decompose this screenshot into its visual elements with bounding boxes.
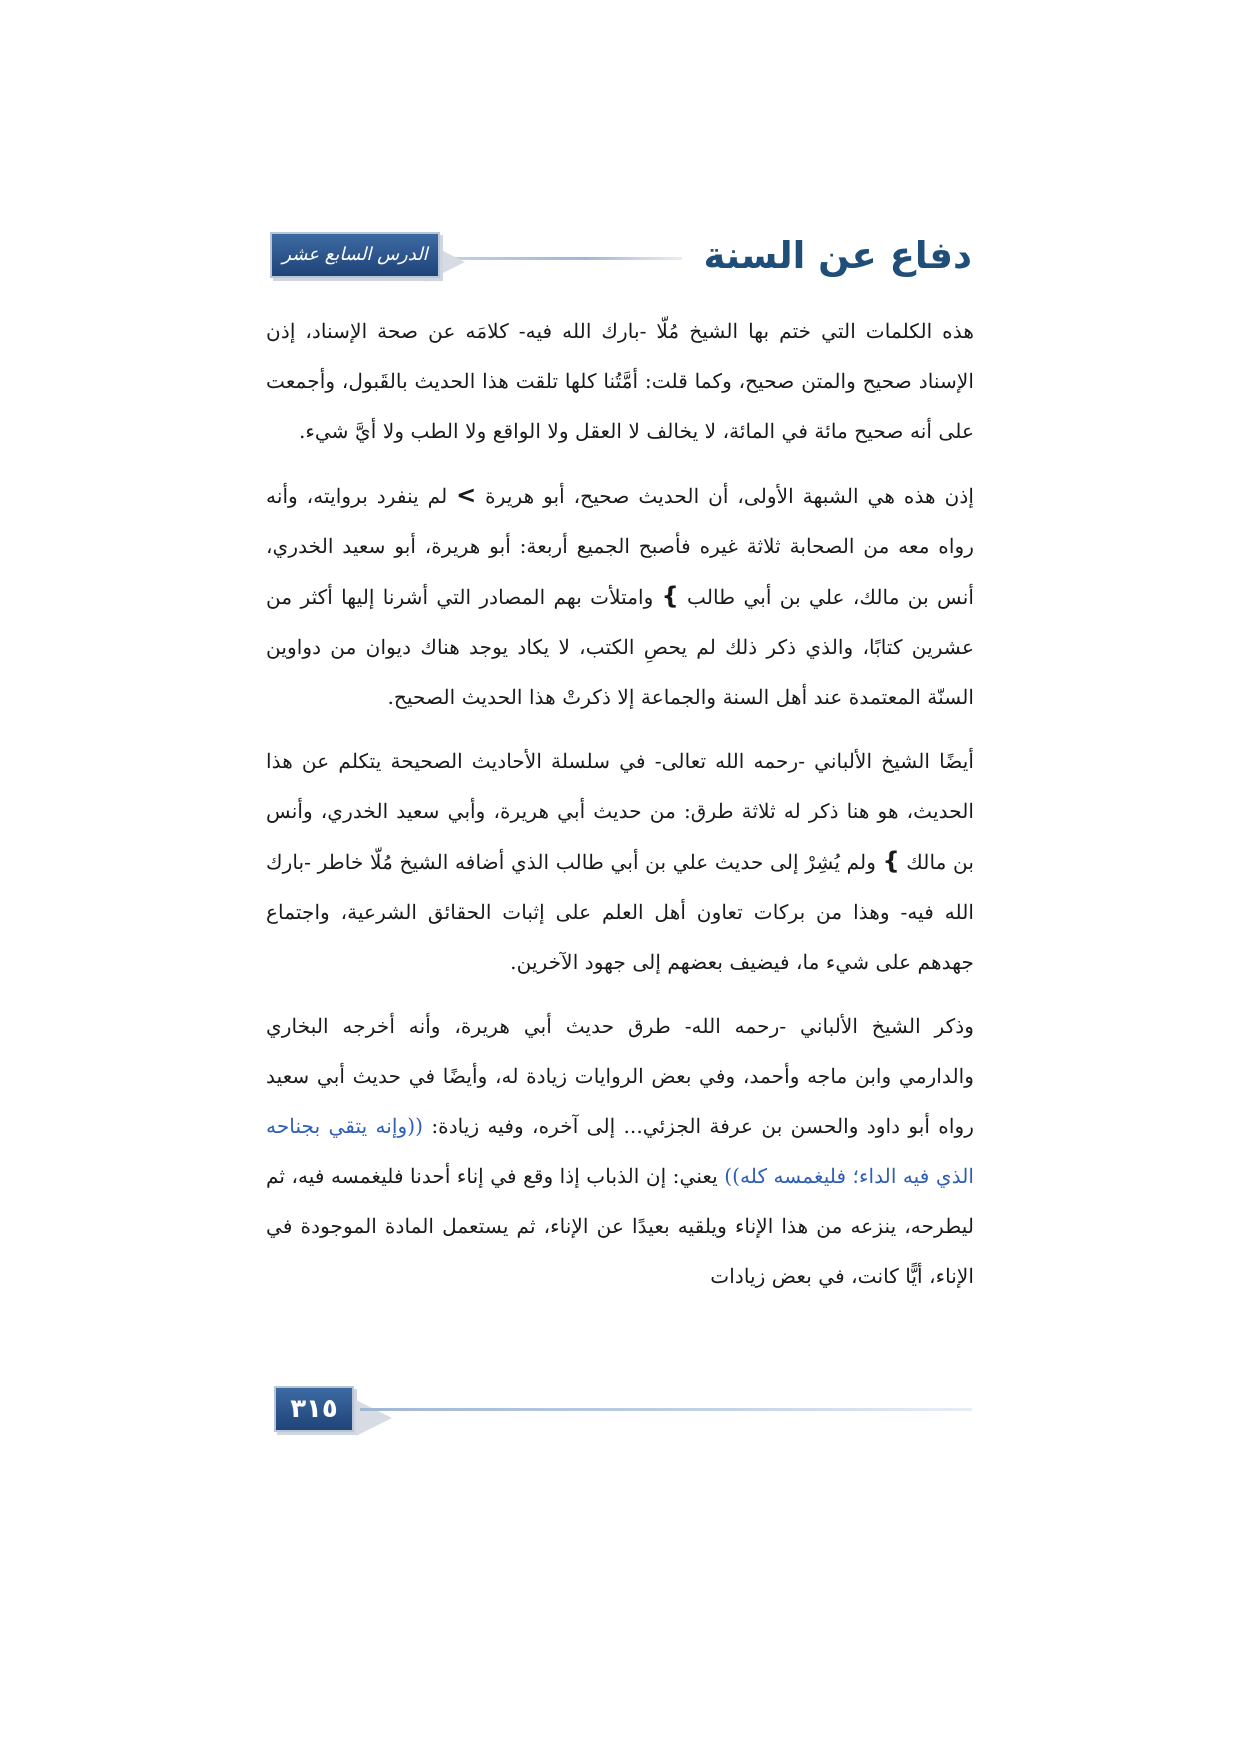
paragraph-2 <box>266 470 974 722</box>
paragraph-text: لم ينفرد بروايته، وأنه رواه معه من الصحابة ثلاثة غيره فأصبح الجميع أربعة: أبو هريرة، أبو سعيد الخدري، أنس بن مالك، علي بن أبي طالب <box>266 484 974 609</box>
book-title: دفاع عن السنة <box>703 234 972 277</box>
paragraph-text: ولم يُشِرْ إلى حديث علي بن أبي طالب الذي أضافه الشيخ مُلّا خاطر -بارك الله فيه- وهذا من بركات تعاون أهل العلم على إثبات الحقائق الشرعية، واجتماع جهدهم على شيء ما، فيضيف بعضهم إلى جهود الآخرين. <box>266 850 974 974</box>
footer-rule <box>360 1408 972 1411</box>
page-number: ٣١٥ <box>290 1394 338 1424</box>
footer-shadow <box>356 1400 392 1436</box>
page-number-box <box>274 1386 354 1432</box>
lesson-label-box <box>270 232 440 278</box>
paragraph-text: وامتلأت بهم المصادر التي أشرنا إليها أكثر من عشرين كتابًا، والذي ذكر ذلك لم يحصِ الكتب، لا يكاد يوجد هناك ديوان من دواوين السنّة المعتمدة عند أهل السنة والجماعة إلا ذكرتْ هذا الحديث الصحيح. <box>266 585 974 709</box>
lesson-label: الدرس السابع عشر <box>282 244 428 265</box>
body-text <box>266 306 974 1315</box>
paragraph-text: إذن هذه هي الشبهة الأولى، أن الحديث صحيح، أبو هريرة <box>476 484 974 508</box>
header-rule <box>440 257 682 260</box>
honorific-mark: } <box>882 847 900 875</box>
paragraph-text: وذكر الشيخ الألباني -رحمه الله- طرق حديث أبي هريرة، وأنه أخرجه البخاري والدارمي وابن ماجه وأحمد، وفي بعض الروايات زيادة له، وأيضًا في حديث أبي سعيد رواه أبو داود والحسن بن عرفة الجزئي... إلى آخره، وفيه زيادة: <box>266 1014 974 1138</box>
honorific-mark: } <box>661 582 679 610</box>
paragraph-3 <box>266 736 974 987</box>
hadith-quote: ((وإنه يتقي بجناحه الذي فيه الداء؛ فليغمسه كله)) <box>266 1114 974 1188</box>
page-footer <box>270 1386 972 1440</box>
paragraph-text: أيضًا الشيخ الألباني -رحمه الله تعالى- في سلسلة الأحاديث الصحيحة يتكلم عن هذا الحديث، هو هنا ذكر له ثلاثة طرق: من حديث أبي هريرة، وأبي سعيد الخدري، وأنس بن مالك <box>266 749 974 874</box>
paragraph-text: هذه الكلمات التي ختم بها الشيخ مُلّا -بارك الله فيه- كلامَه عن صحة الإسناد، إذن الإسناد صحيح والمتن صحيح، وكما قلت: أمَّتُنا كلها تلقت هذا الحديث بالقَبول، وأجمعت على أنه صحيح مائة في المائة، لا يخالف لا العقل ولا الواقع ولا الطب ولا أيَّ شيء. <box>266 319 974 443</box>
paragraph-text: يعني: إن الذباب إذا وقع في إناء أحدنا فليغمسه فيه، ثم ليطرحه، ينزعه من هذا الإناء ويلقيه بعيدًا عن الإناء، ثم يستعمل المادة الموجودة في الإناء، أيًّا كانت، في بعض زيادات <box>266 1164 974 1288</box>
honorific-mark: > <box>456 481 477 509</box>
paragraph-1 <box>266 306 974 456</box>
page-header <box>270 232 972 284</box>
paragraph-4 <box>266 1001 974 1301</box>
